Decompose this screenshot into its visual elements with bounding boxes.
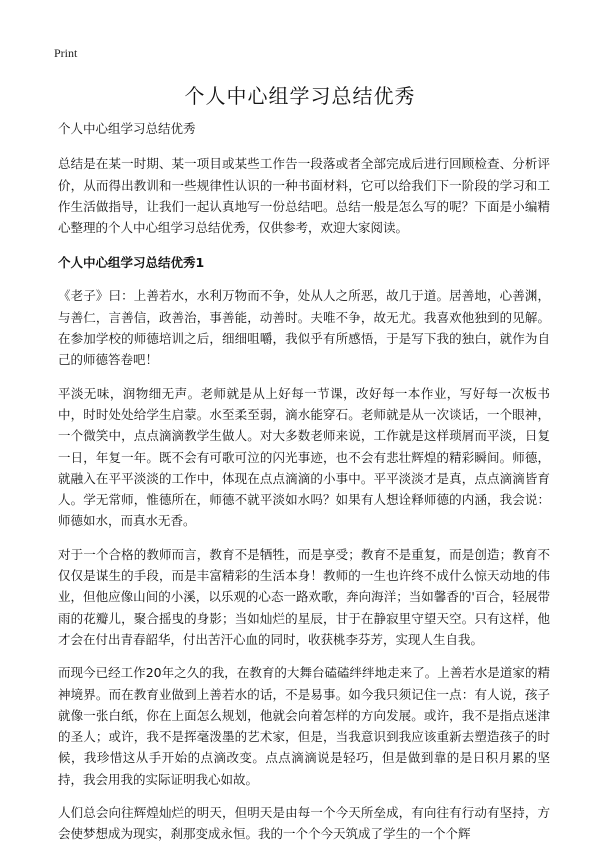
body-paragraph-4: 而现今已经工作20年之久的我，在教育的大舞台磕磕绊绊地走来了。上善若水是道家的精神境界。而在教育业做到上善若水的话，不是易事。如今我只须记住一点：有人说，孩子就像一张白纸，你在上面怎么规划，他就会向着怎样的方向发展。或许，我不是指点迷津的圣人；或许，我不是挥毫泼墨的艺术家，但是，当我意识到我应该重新去塑造孩子的时候，我珍惜这从手开始的点滴改变。点点滴滴说是轻巧，但是做到靠的是日积月累的坚持，我会用我的实际证明我心如故。 (58, 665, 550, 787)
body-paragraph-3: 对于一个合格的教师而言，教育不是牺牲，而是享受；教育不是重复，而是创造；教育不仅仅是谋生的手段，而是丰富精彩的生活本身！教师的一生也许终不成什么惊天动地的伟业，但他应像山间的小溪，以乐观的心态一路欢歌，奔向海洋；当如馨香的'百合，轻展带雨的花瓣儿，聚合摇曳的身影；当如灿烂的星辰，甘于在静寂里守望天空。只有这样，他才会在付出青春韶华，付出苦汗心血的同时，收获桃李芬芳，实现人生自我。 (58, 546, 550, 647)
body-paragraph-2: 平淡无味，润物细无声。老师就是从上好每一节课，改好每一本作业，写好每一次板书中，时时处处给学生启蒙。水至柔至弱，滴水能穿石。老师就是从一次谈话，一个眼神，一个微笑中，点点滴滴教学生做人。对大多数老师来说，工作就是这样琐屑而平淡，日复一日，年复一年。既不会有可歌可泣的闪光事迹，也不会有悲壮辉煌的精彩瞬间。师德，就融入在平平淡淡的工作中，体现在点点滴滴的小事中。平平淡淡才是真，点点滴滴皆育人。学无常师，惟德所在，师德不就平淡如水吗？如果有人想诠释师德的内涵，我会说：师德如水，而真水无香。 (58, 385, 550, 529)
print-link[interactable]: Print (54, 46, 78, 60)
body-paragraph-5: 人们总会向往辉煌灿烂的明天，但明天是由每一个今天所垒成，有向往有行动有坚持，方会使梦想成为现实，刹那变成永恒。我的一个个今天筑成了学生的一个个辉 (58, 805, 550, 842)
body-paragraph-1: 《老子》曰：上善若水，水利万物而不争，处从人之所恶，故几于道。居善地，心善渊，与善仁，言善信，政善治，事善能，动善时。夫唯不争，故无尤。我喜欢他独到的见解。在参加学校的师德培训之后，细细咀嚼，我似乎有所感悟，于是写下我的独白，就作为自己的师德答卷吧！ (58, 288, 550, 368)
document-title: 个人中心组学习总结优秀 (184, 84, 416, 108)
section-heading: 个人中心组学习总结优秀1 (58, 255, 205, 271)
intro-paragraph: 总结是在某一时期、某一项目或某些工作告一段落或者全部完成后进行回顾检查、分析评价，从而得出教训和一些规律性认识的一种书面材料，它可以给我们下一阶段的学习和工作生活做指导，让我们一起认真地写一份总结吧。总结一般是怎么写的呢？下面是小编精心整理的个人中心组学习总结优秀，仅供参考，欢迎大家阅读。 (58, 156, 550, 236)
article-subtitle: 个人中心组学习总结优秀 (58, 121, 196, 136)
article-body (58, 118, 550, 857)
